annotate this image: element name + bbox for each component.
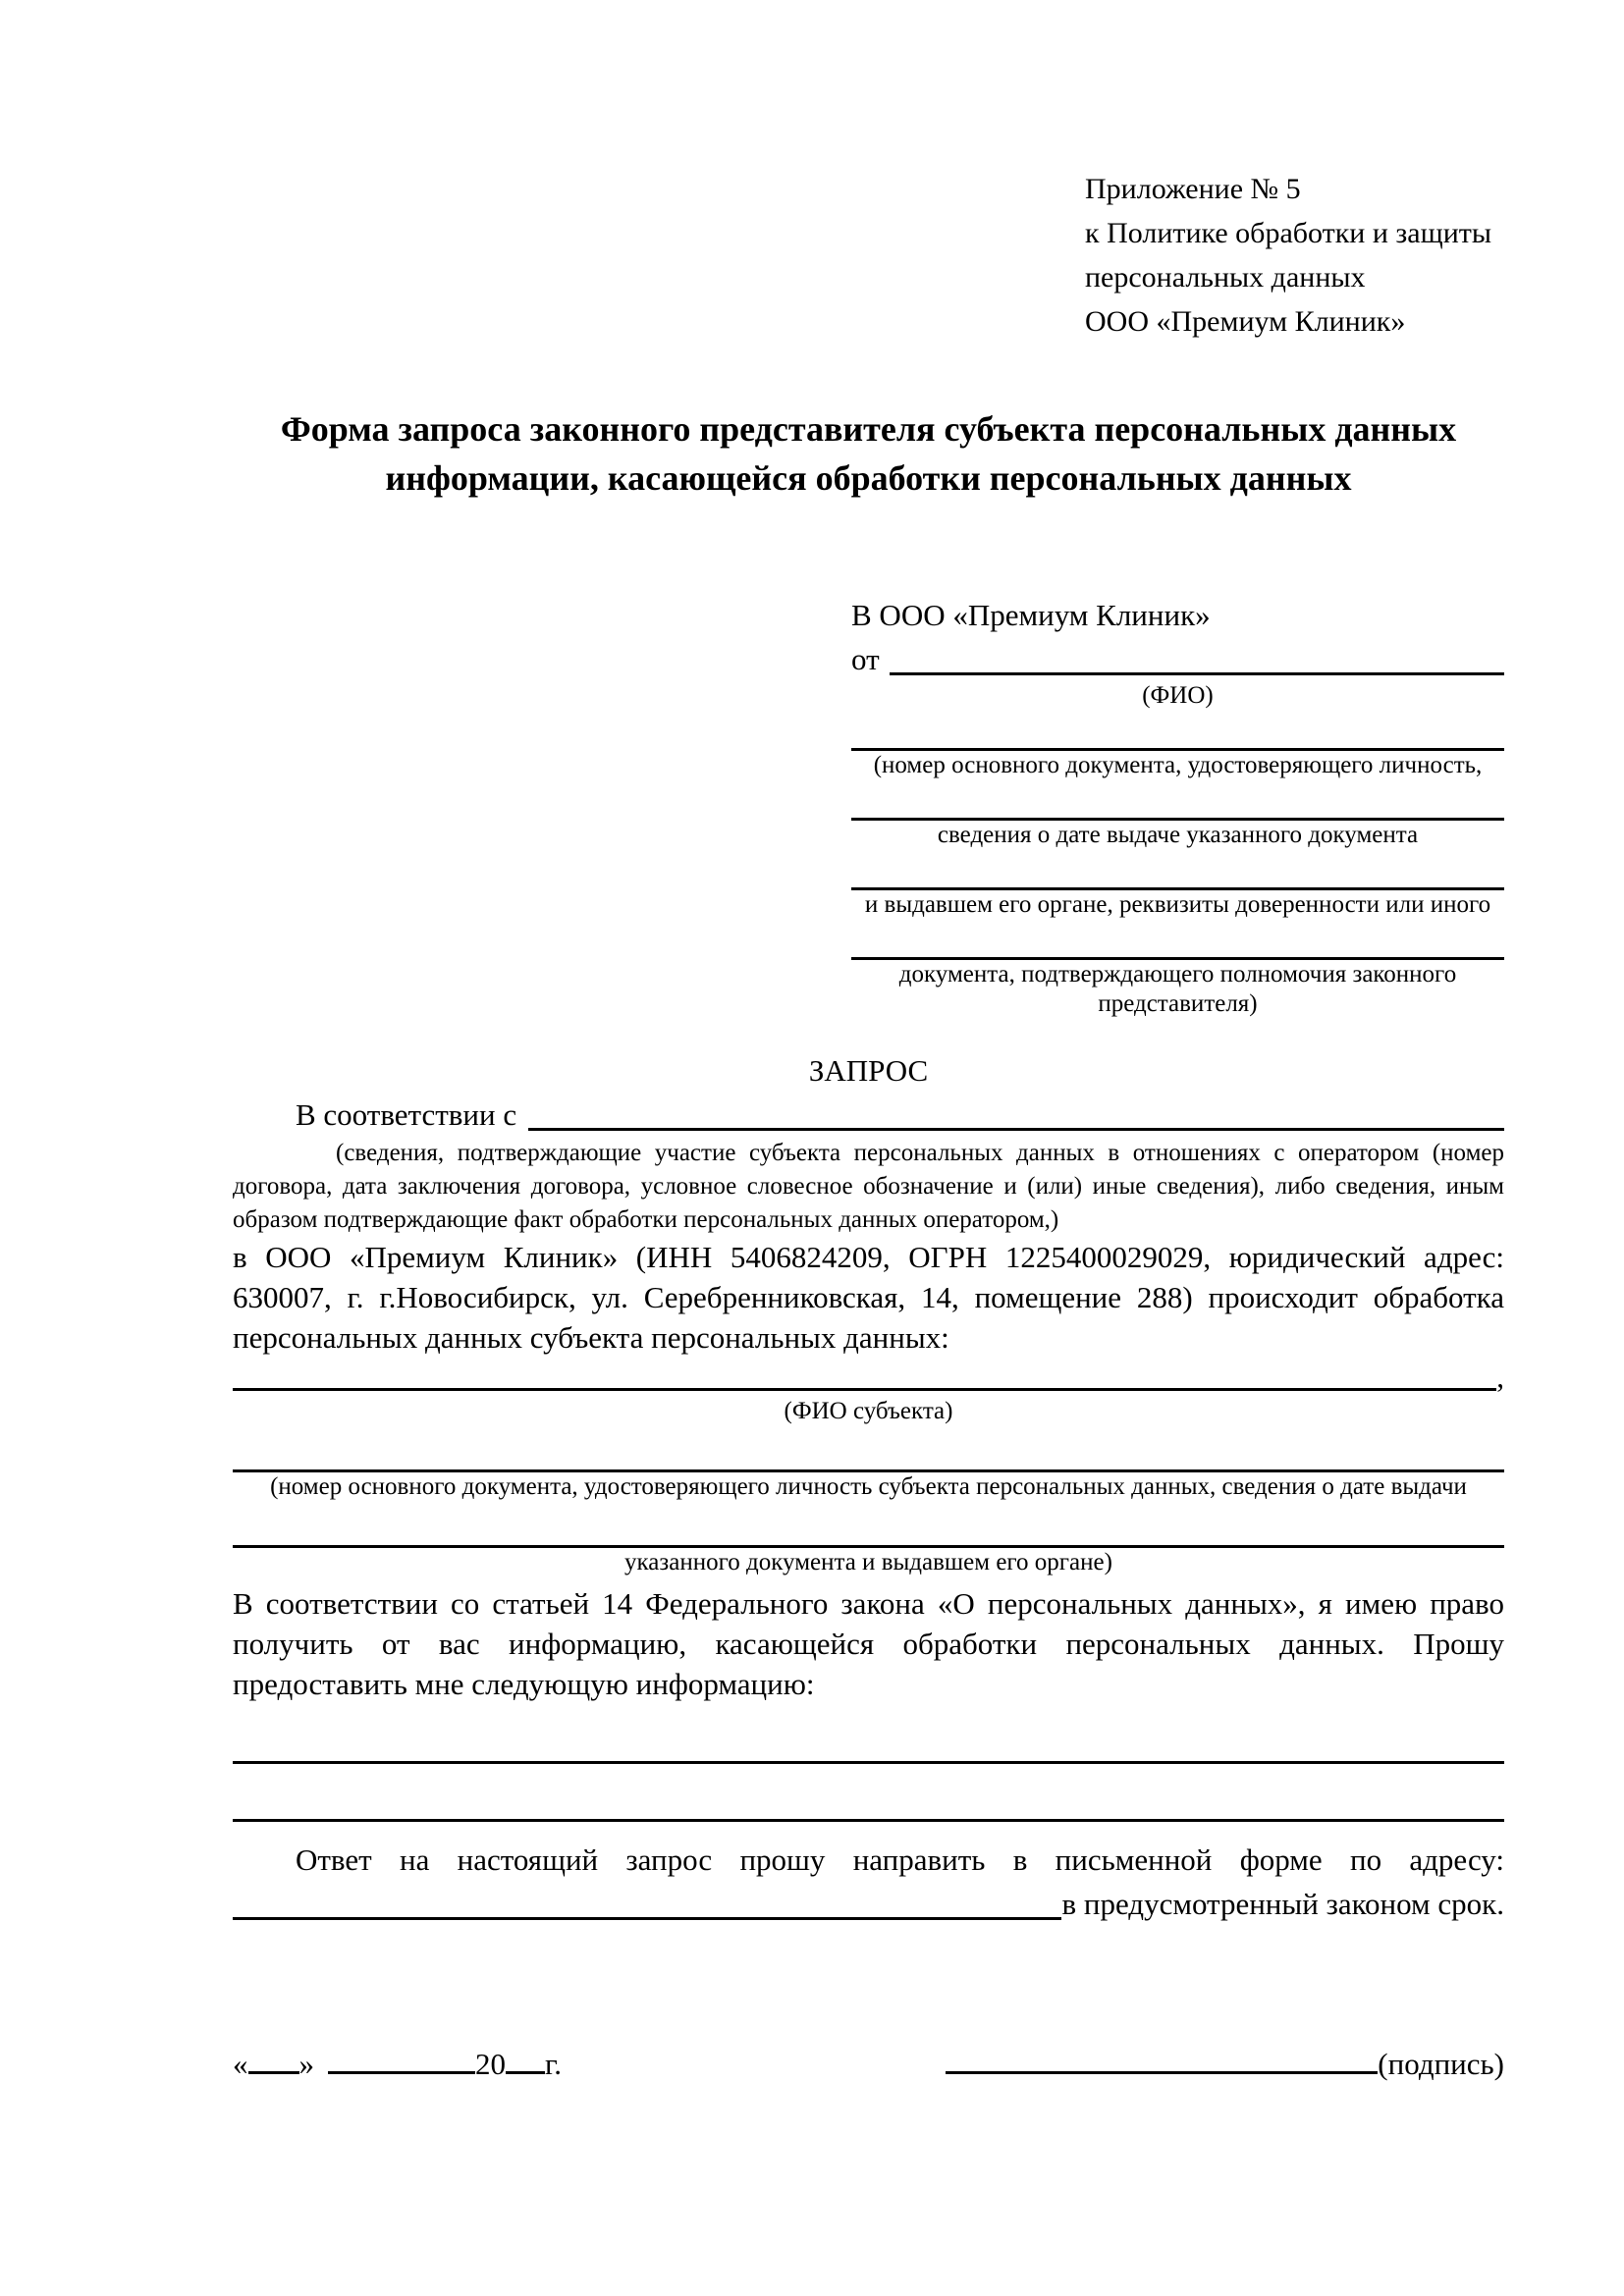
answer-address-row: [233, 1882, 1504, 1926]
year-suffix: г.: [545, 2047, 562, 2081]
quote-open: «: [233, 2047, 248, 2081]
blank-line: [233, 1426, 1504, 1472]
form-title: Форма запроса законного представителя субъекта персональных данных информации, касающейся обработки персональных данных: [280, 409, 1457, 498]
signature-caption: (подпись): [1378, 2047, 1504, 2081]
blank-line: [851, 711, 1504, 751]
appendix-header-line-2: к Политике обработки и защиты: [1085, 217, 1492, 249]
addressee-organization: В ООО «Премиум Клиник»: [851, 598, 1211, 632]
blank-line: [851, 850, 1504, 890]
answer-paragraph: Ответ на настоящий запрос прошу направить в письменной форме по адресу:: [296, 1842, 1504, 1877]
date-signature-row: [233, 2042, 1504, 2086]
year-blank: [506, 2042, 545, 2074]
representative-doc-field-1: [851, 711, 1504, 780]
information-blank-line-2: [233, 1764, 1504, 1822]
appendix-header: [1085, 167, 1504, 344]
representative-doc-field-2: [851, 780, 1504, 850]
subject-fio-comma: ,: [1496, 1360, 1504, 1394]
field-caption-2: сведения о дате выдаче указанного документа: [937, 822, 1419, 848]
answer-tail: в предусмотренный законом срок.: [1061, 1887, 1504, 1921]
intro-caption: (сведения, подтверждающие участие субъекта персональных данных в отношениях с оператором (номер договора, дата заключения договора, условное словесное обозначение и (или) иные сведения), либо сведения, иным образом подтверждающие факт обработки персональных данных оператором,): [233, 1140, 1504, 1233]
year-prefix: 20: [475, 2047, 506, 2081]
request-heading: ЗАПРОС: [808, 1053, 929, 1088]
field-caption-1: (номер основного документа, удостоверяющего личность,: [873, 752, 1483, 778]
subject-fio-blank-line: [233, 1358, 1496, 1391]
appendix-header-line-3: персональных данных: [1085, 261, 1366, 294]
representative-doc-field-3: [851, 850, 1504, 920]
subject-fio-caption: (ФИО субъекта): [784, 1398, 953, 1424]
blank-line: [851, 780, 1504, 821]
blank-line: [233, 1502, 1504, 1548]
from-label: от: [851, 642, 880, 676]
intro-blank-line: [528, 1093, 1504, 1131]
subject-fio-row: [233, 1358, 1504, 1397]
subject-doc-caption-2: указанного документа и выдавшем его органе): [624, 1549, 1112, 1575]
request-intro-row: [233, 1093, 1504, 1137]
subject-doc-caption-1: (номер основного документа, удостоверяющего личность субъекта персональных данных, сведения о дате выдачи: [270, 1473, 1467, 1500]
quote-close: »: [298, 2047, 314, 2081]
law-paragraph: В соответствии со статьей 14 Федерального закона «О персональных данных», я имею право получить от вас информацию, касающейся обработки персональных данных. Прошу предоставить мне следующую информацию:: [233, 1586, 1504, 1701]
appendix-header-line-4: ООО «Премиум Клиник»: [1085, 305, 1406, 338]
day-blank: [248, 2042, 299, 2074]
signature-blank-line: [946, 2042, 1378, 2074]
subject-doc-field-1: [233, 1426, 1504, 1502]
fio-caption: (ФИО): [1142, 682, 1214, 709]
appendix-header-line-1: Приложение № 5: [1085, 173, 1301, 205]
signature-part: [946, 2042, 1504, 2086]
operator-paragraph: в ООО «Премиум Клиник» (ИНН 5406824209, ОГРН 1225400029029, юридический адрес: 630007, г. г.Новосибирск, ул. Серебренниковская, 14, помещение 288) происходит обработка персональных данных субъекта персональных данных:: [233, 1240, 1504, 1355]
fio-blank-line: [890, 637, 1504, 675]
blank-line: [851, 920, 1504, 960]
addressee-block: [851, 593, 1504, 1019]
field-caption-4: документа, подтверждающего полномочия законного представителя): [898, 961, 1457, 1017]
information-blank-line-1: [233, 1704, 1504, 1764]
addressee-from-row: [851, 637, 1504, 681]
date-part: [233, 2042, 562, 2086]
address-blank-line: [233, 1882, 1061, 1920]
representative-doc-field-4: [851, 920, 1504, 1019]
field-caption-3: и выдавшем его органе, реквизиты доверенности или иного: [864, 891, 1491, 918]
subject-doc-field-2: [233, 1502, 1504, 1577]
month-blank: [328, 2042, 475, 2074]
intro-label: В соответствии с: [296, 1097, 517, 1132]
